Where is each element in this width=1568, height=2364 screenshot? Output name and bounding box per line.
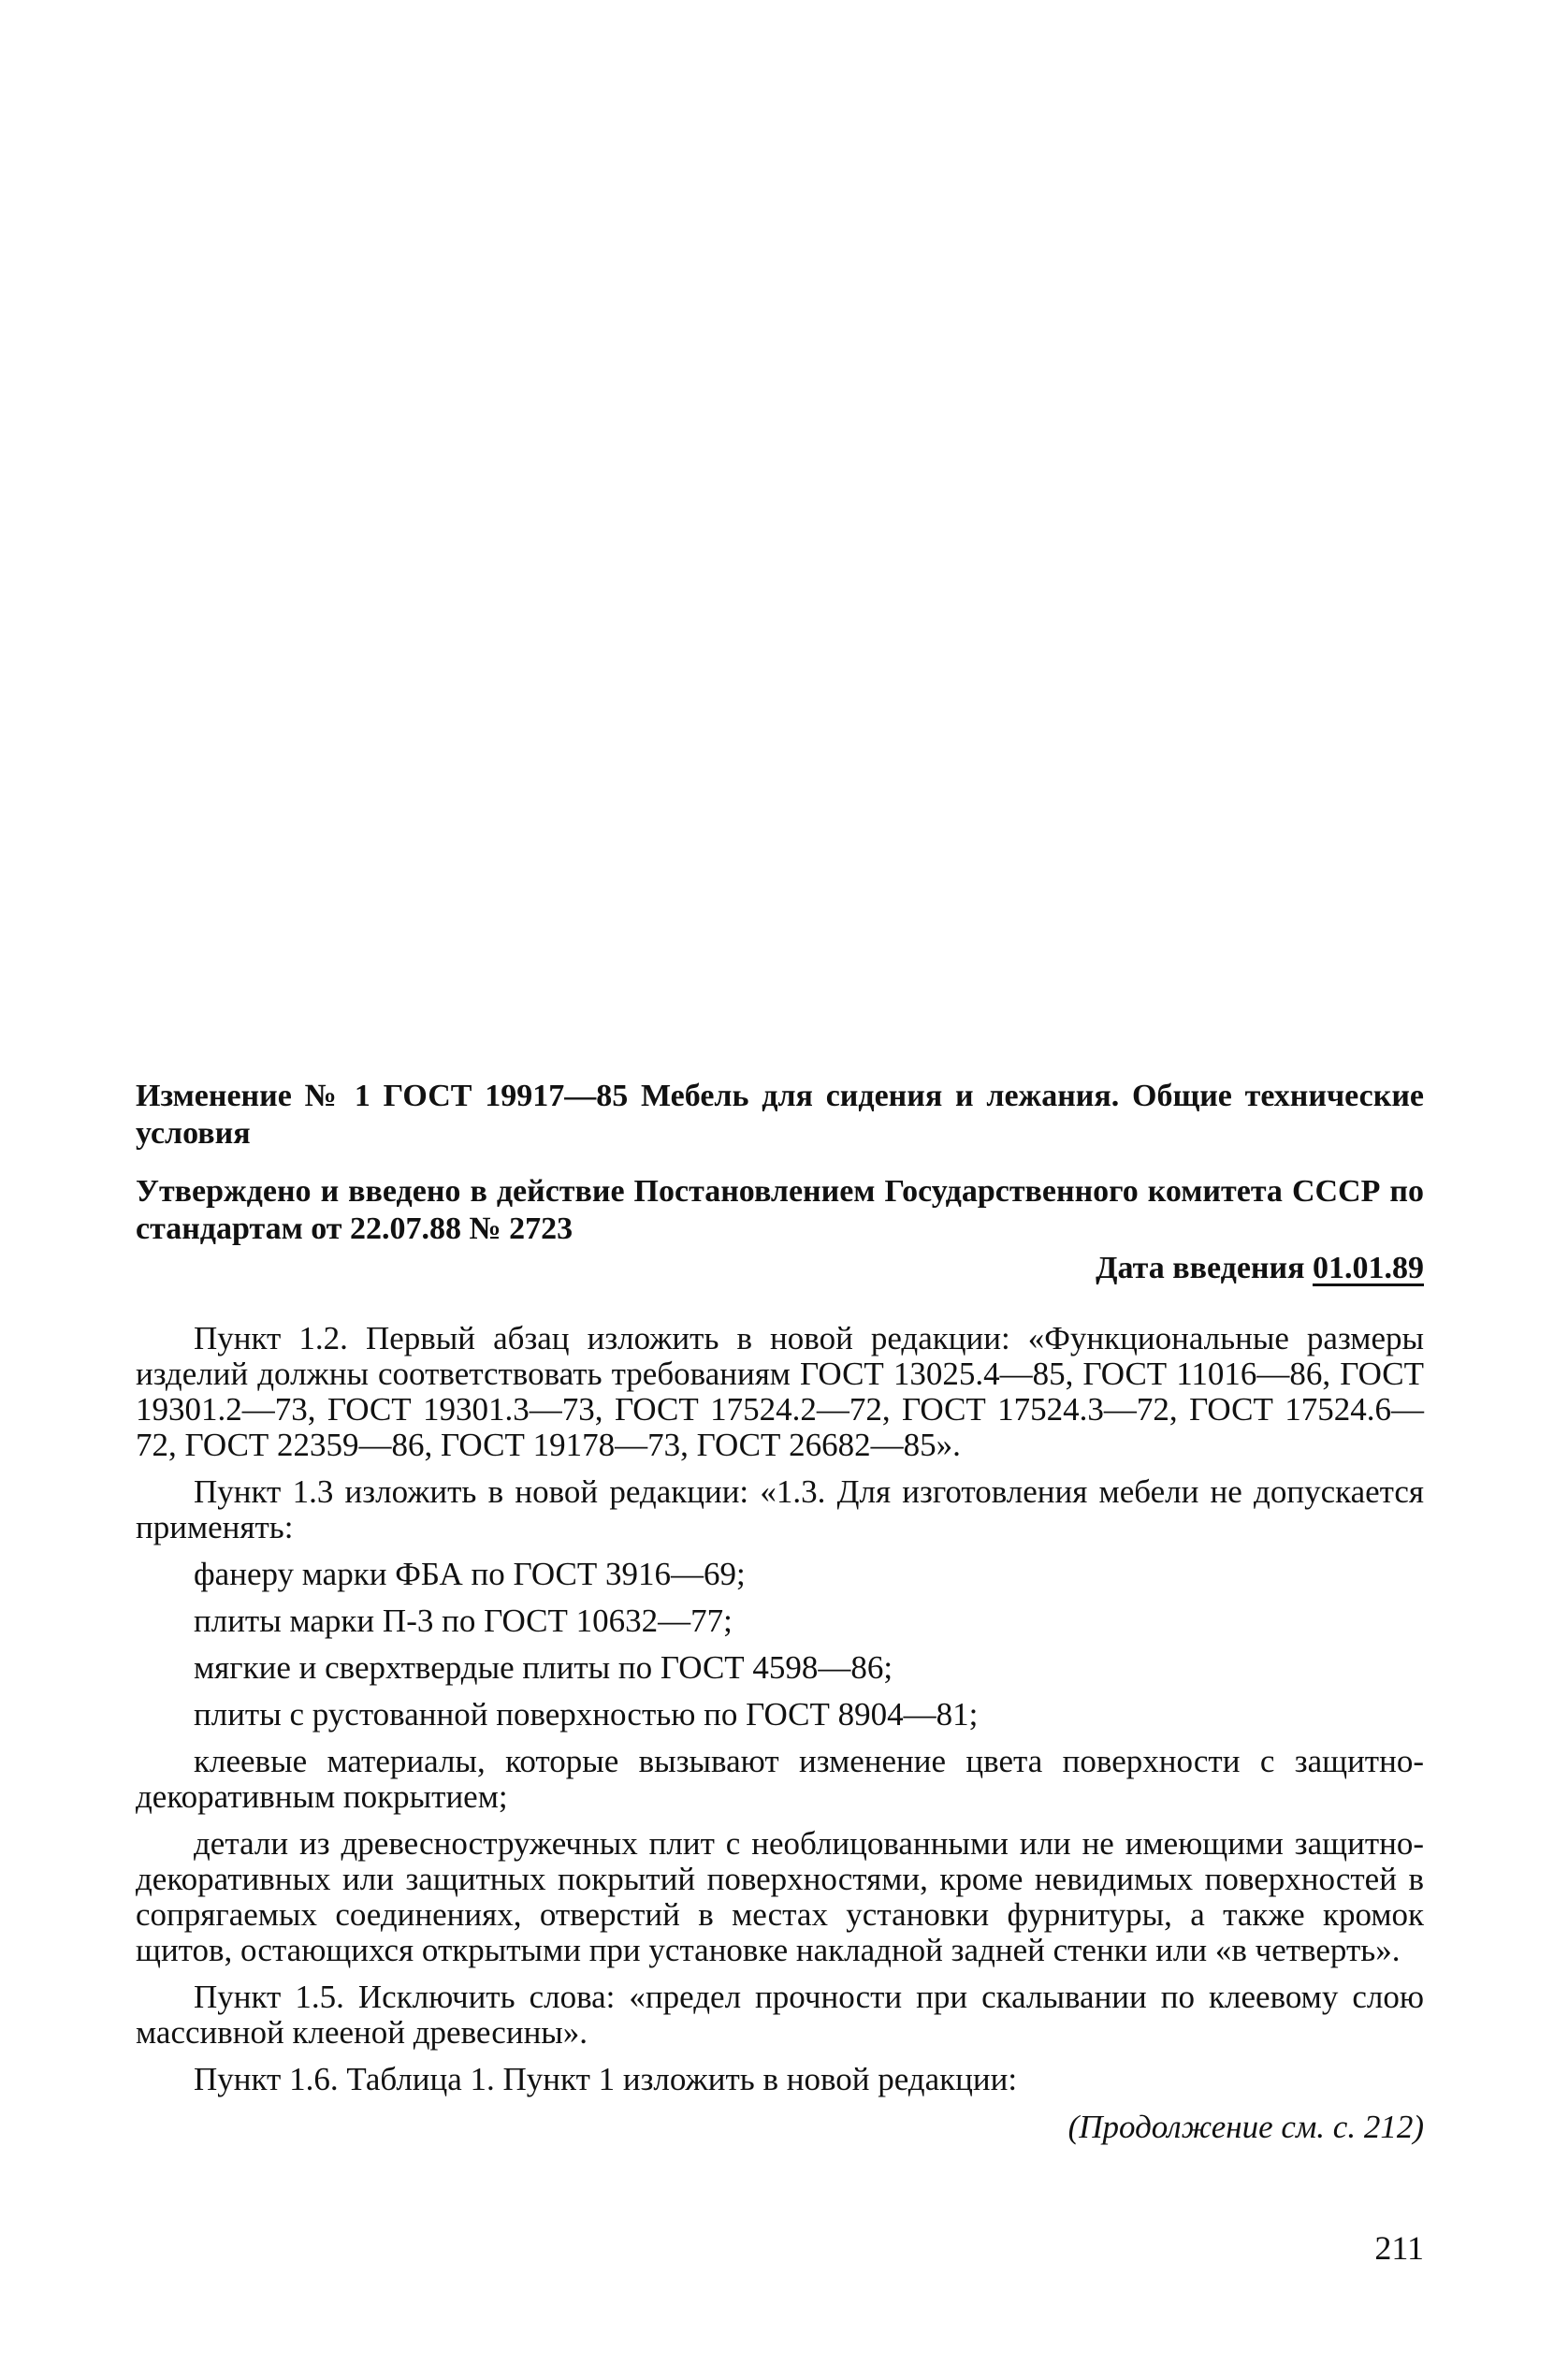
paragraph-1-3: Пункт 1.3 изложить в новой редакции: «1.3. Для изготовления мебели не допускается применять:	[136, 1473, 1424, 1545]
paragraph-1-6: Пункт 1.6. Таблица 1. Пункт 1 изложить в новой редакции:	[194, 2061, 1018, 2097]
continuation-note: (Продолжение см. с. 212)	[1067, 2109, 1424, 2145]
approval-statement: Утверждено и введено в действие Постановлением Государственного комитета СССР по стандартам от 22.07.88 № 2723	[136, 1174, 1424, 1246]
intro-date	[136, 1250, 1424, 1287]
document-body	[136, 1321, 1424, 2097]
list-item: детали из древесностружечных плит с необлицованными или не имеющими защитно-декоративных или защитных покрытий поверхностями, кроме невидимых поверхностей в сопрягаемых соединениях, отверстий в местах установки фурнитуры, а также кромок щитов, остающихся открытыми при установке накладной задней стенки или «в четверть».	[136, 1825, 1424, 1968]
list-item: клеевые материалы, которые вызывают изменение цвета поверхности с защитно-декоративным покрытием;	[136, 1743, 1424, 1815]
list-item: фанеру марки ФБА по ГОСТ 3916—69;	[194, 1556, 746, 1592]
page-number: 211	[1374, 2229, 1424, 2267]
paragraph-1-2: Пункт 1.2. Первый абзац изложить в новой редакции: «Функциональные размеры изделий должны соответствовать требованиям ГОСТ 13025.4—85, ГОСТ 11016—86, ГОСТ 19301.2—73, ГОСТ 19301.3—73, ГОСТ 17524.2—72, ГОСТ 17524.3—72, ГОСТ 17524.6—72, ГОСТ 22359—86, ГОСТ 19178—73, ГОСТ 26682—85».	[136, 1320, 1424, 1463]
document-content	[136, 1078, 1424, 2146]
amendment-title: Изменение № 1 ГОСТ 19917—85 Мебель для сидения и лежания. Общие технические условия	[136, 1079, 1424, 1151]
intro-date-label: Дата введения	[1096, 1251, 1313, 1285]
list-item: плиты с рустованной поверхностью по ГОСТ 8904—81;	[194, 1696, 979, 1733]
intro-date-value: 01.01.89	[1313, 1251, 1424, 1285]
list-item: плиты марки П-3 по ГОСТ 10632—77;	[194, 1603, 733, 1639]
list-item: мягкие и сверхтвердые плиты по ГОСТ 4598—86;	[194, 1649, 893, 1686]
paragraph-1-5: Пункт 1.5. Исключить слова: «предел прочности при скалывании по клеевому слою массивной клееной древесины».	[136, 1979, 1424, 2051]
